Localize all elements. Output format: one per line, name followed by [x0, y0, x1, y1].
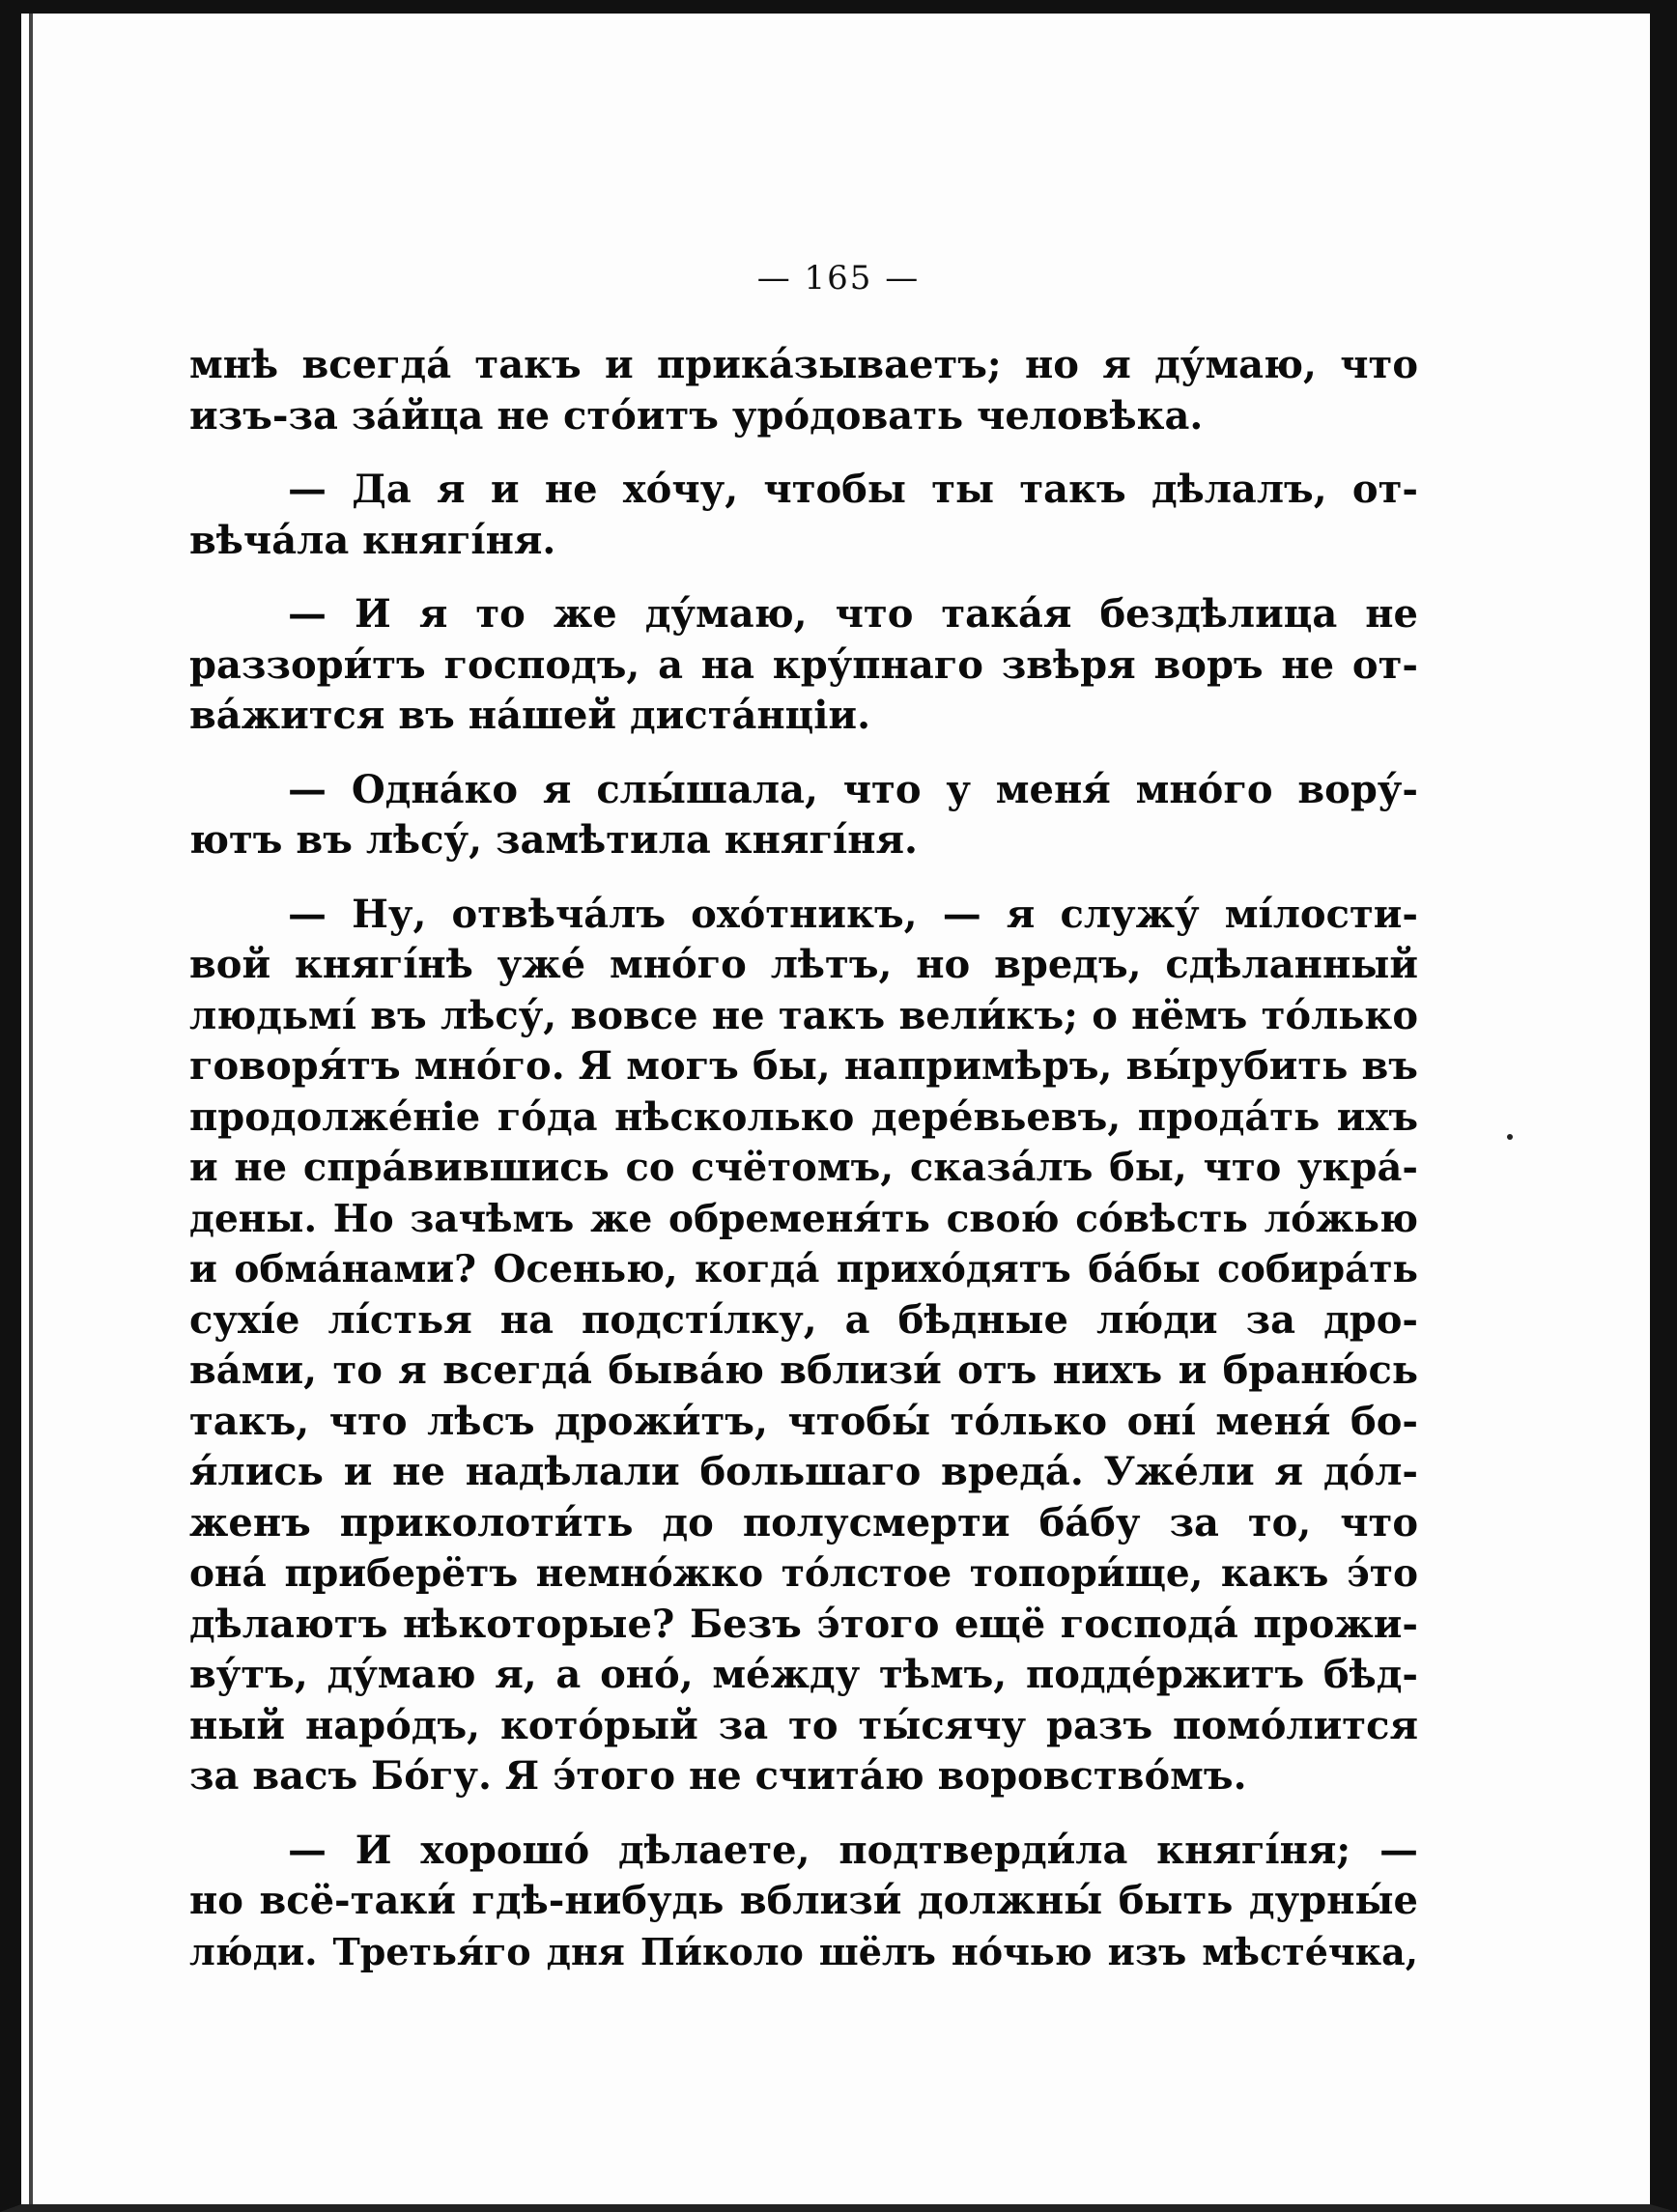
body-text	[189, 340, 1418, 2000]
paragraph	[189, 765, 1418, 866]
text-line: — Одна́ко я слы́шала, что у меня́ мно́го вору́-	[288, 766, 1418, 812]
text-line: мнѣ всегда́ такъ и прика́зываетъ; но я ду́маю, что	[189, 342, 1418, 387]
text-line: ный наро́дъ, кото́рый за то ты́сячу разъ помо́лится	[189, 1702, 1418, 1748]
paragraph	[189, 890, 1418, 1802]
text-line: и не спра́вившись со счётомъ, сказа́лъ бы, что укра́-	[189, 1145, 1418, 1190]
text-line: и обма́нами? Осенью, когда́ прихо́дятъ ба́бы собира́ть	[189, 1247, 1418, 1291]
text-line: она́ приберётъ немно́жко то́лстое топори́ще, какъ э́то	[189, 1551, 1418, 1596]
text-line: дены. Но зачѣмъ же обременя́ть свою́ со́вѣсть ло́жью	[189, 1196, 1418, 1241]
text-line: людьмі́ въ лѣсу́, вовсе не такъ вели́къ; о нёмъ то́лько	[189, 992, 1418, 1038]
text-line: — Да я и не хо́чу, чтобы ты такъ дѣлалъ, от-	[288, 467, 1418, 512]
text-line: ютъ въ лѣсу́, замѣтила княгі́ня.	[189, 817, 918, 863]
text-line: — Ну, отвѣча́лъ охо́тникъ, — я служу́ мі́лости-	[288, 891, 1418, 937]
text-line: ва́ми, то я всегда́ быва́ю вблизи́ отъ нихъ и браню́сь	[189, 1347, 1418, 1393]
paragraph	[189, 340, 1418, 441]
page-edge-rule	[29, 14, 33, 2204]
text-line: вой княгі́нѣ уже́ мно́го лѣтъ, но вредъ, сдѣланный	[189, 942, 1418, 987]
text-line: ва́жится въ на́шей диста́нціи.	[189, 693, 871, 738]
text-line: раззори́тъ господъ, а на кру́пнаго звѣря воръ не от-	[189, 641, 1418, 688]
scan-speck	[1507, 1134, 1513, 1140]
text-line: я́лись и не надѣлали большаго вреда́. Уже́ли я до́л-	[189, 1449, 1418, 1494]
text-line: такъ, что лѣсъ дрожи́тъ, чтобы́ то́лько оні́ меня́ бо-	[189, 1398, 1418, 1444]
text-line: изъ-за за́йца не сто́итъ уро́довать человѣка.	[189, 392, 1204, 439]
text-line: — И я то же ду́маю, что така́я бездѣлица не	[288, 591, 1418, 637]
text-line: дѣлаютъ нѣкоторые? Безъ э́того ещё господа́ прожи-	[189, 1601, 1418, 1647]
paragraph	[189, 465, 1418, 566]
text-line: говоря́тъ мно́го. Я могъ бы, напримѣръ, вы́рубить въ	[189, 1043, 1418, 1089]
text-line: ву́тъ, ду́маю я, а оно́, ме́жду тѣмъ, подде́ржитъ бѣд-	[189, 1652, 1418, 1697]
text-line: за васъ Бо́гу. Я э́того не счита́ю воровство́мъ.	[189, 1753, 1247, 1799]
text-line: продолже́ніе го́да нѣсколько дере́вьевъ, прода́ть ихъ	[189, 1093, 1418, 1140]
text-line: лю́ди. Третья́го дня Пи́коло шёлъ но́чью изъ мѣсте́чка,	[189, 1929, 1418, 1973]
page-number: — 165 —	[756, 259, 921, 298]
text-line: — И хорошо́ дѣлаете, подтверди́ла княгі́ня; —	[288, 1827, 1418, 1873]
text-line: сухі́е лі́стья на подсті́лку, а бѣдные лю́ди за дро-	[189, 1296, 1418, 1343]
paragraph	[189, 1826, 1418, 1978]
text-line: вѣча́ла княгі́ня.	[189, 517, 556, 563]
text-line: но всё-таки́ гдѣ-нибудь вблизи́ должны́ быть дурны́е	[189, 1878, 1418, 1923]
paragraph	[189, 589, 1418, 742]
text-line: женъ приколоти́ть до полусмерти ба́бу за то, что	[189, 1499, 1418, 1546]
